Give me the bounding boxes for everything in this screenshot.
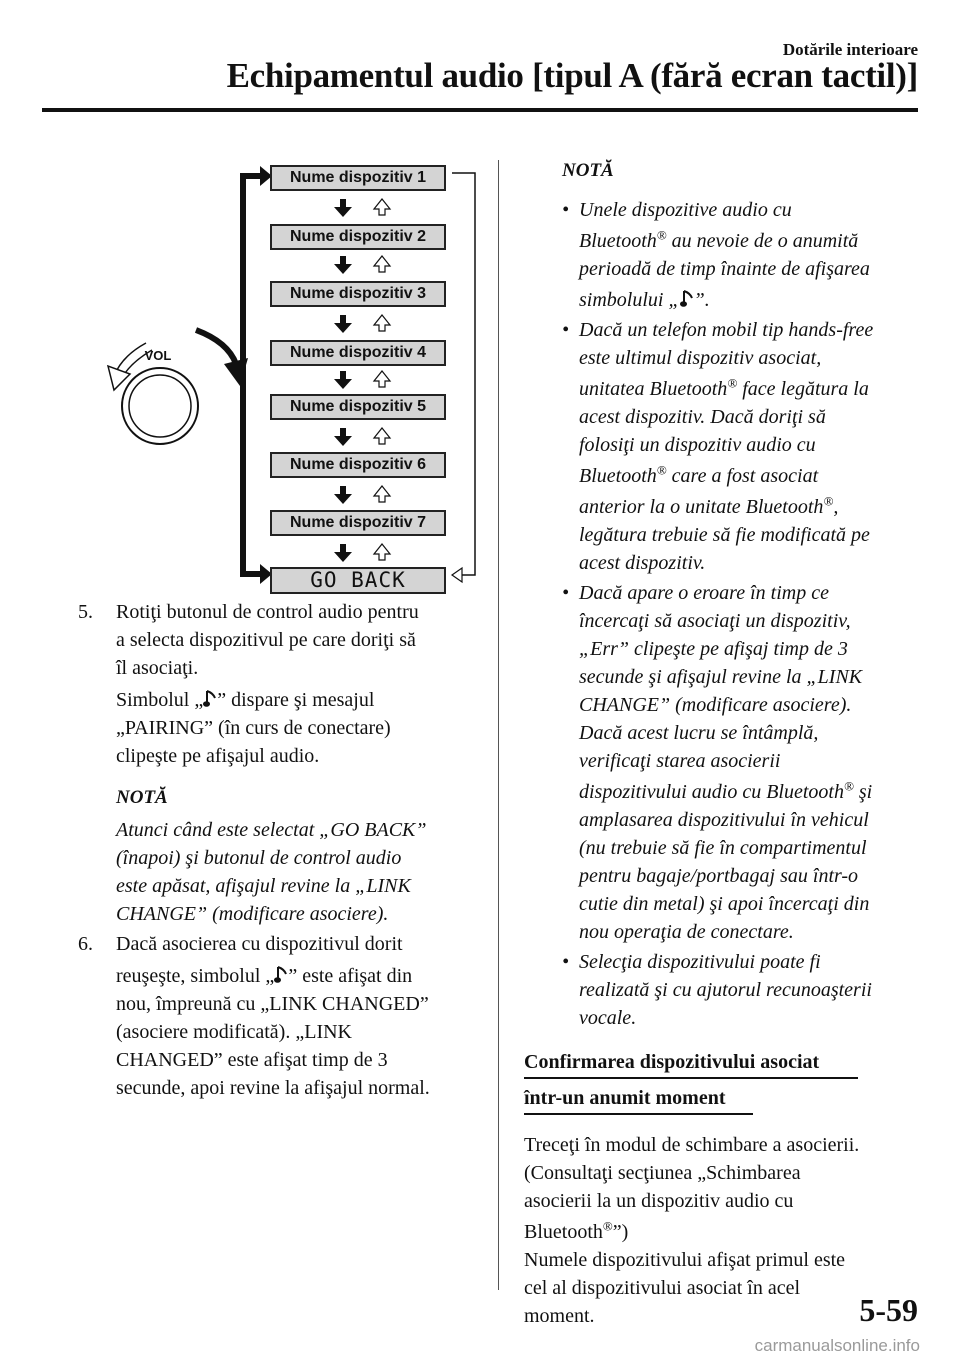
device-name-6: Nume dispozitiv 6 (270, 452, 446, 478)
up-arrow-icon (374, 428, 390, 444)
left-column (78, 598, 488, 1102)
down-arrow-icon (334, 256, 352, 274)
step-5-line-6: clipeşte pe afişajul audio. (116, 745, 320, 767)
down-arrow-icon (334, 199, 352, 217)
down-arrow-icon (334, 544, 352, 562)
step-6-line-1: Dacă asocierea cu dispozitivul dorit (116, 933, 403, 955)
device-selection-diagram (100, 160, 500, 600)
page-title: Echipamentul audio [tipul A (fără ecran tactil)] (226, 56, 918, 95)
note-bullet-3: • Dacă apare o eroare în timp ce încercaţi să asociaţi un dispozitiv, „Err” clipeşte pe afişaj timp de 3 secunde şi afişajul revine la „LINK CHANGE” (modificare asociere). Dacă acest lucru se întâmplă, verificaţi starea asocierii dispozitivului audio cu Bluetooth® şi amplasarea dispozitivului în vehicul (nu trebuie să fie în compartimentul pentru bagaje/portbagaj sau într-o cutie din metal) şi apoi încercaţi din nou operaţia de conectare. (562, 582, 873, 943)
header-rule (42, 108, 918, 112)
go-back-option: GO BACK (270, 567, 446, 594)
step-6-line-6: secunde, apoi revine la afişajul normal. (116, 1077, 430, 1099)
music-note-icon (203, 688, 217, 708)
device-name-5: Nume dispozitiv 5 (270, 394, 446, 420)
subsection-heading-line-1: Confirmarea dispozitivului asociat (524, 1051, 820, 1073)
step-5-line-1: Rotiţi butonul de control audio pentru (116, 601, 419, 623)
up-arrow-icon (374, 544, 390, 560)
note-left-line-3: este apăsat, afişajul revine la „LINK (116, 875, 411, 897)
step-5-number: 5. (78, 601, 93, 623)
note-left-line-1: Atunci când este selectat „GO BACK” (116, 819, 427, 841)
note-bullet-2: • Dacă un telefon mobil tip hands-free este ultimul dispozitiv asociat, unitatea Bluetooth® face legătura la acest dispozitiv. Dacă doriţi să folosiţi un dispozitiv audio cu Bluetooth® care a fost asociat anterior la o unitate Bluetooth®, legătura trebuie să fie modificată pe acest dispozitiv. (562, 319, 874, 574)
step-6-line-4: (asociere modificată). „LINK (116, 1021, 352, 1043)
note-heading-left: NOTĂ (116, 787, 168, 808)
vol-label: VOL (144, 348, 172, 363)
note-bullet-1: • Unele dispozitive audio cu Bluetooth® au nevoie de o anumită perioadă de timp înainte de afişarea simbolului „ ”. (562, 199, 870, 311)
note-heading-right: NOTĂ (562, 160, 614, 181)
device-name-7: Nume dispozitiv 7 (270, 510, 446, 536)
section-title: Dotările interioare (782, 40, 918, 59)
subsection-heading (524, 1048, 924, 1115)
note-bullet-4: • Selecţia dispozitivului poate fi realizată şi cu ajutorul recunoaşterii vocale. (562, 951, 872, 1029)
right-column (524, 160, 924, 1330)
device-name-1: Nume dispozitiv 1 (270, 165, 446, 191)
device-name-3: Nume dispozitiv 3 (270, 281, 446, 307)
music-note-icon (680, 288, 694, 308)
down-arrow-icon (334, 371, 352, 389)
note-left-line-4: CHANGE” (modificare asociere). (116, 903, 389, 925)
subsection-body: Treceţi în modul de schimbare a asocierii. (Consultaţi secţiunea „Schimbarea asocierii la un dispozitiv audio cu Bluetooth®”) Numele dispozitivului afişat primul este cel al dispozitivului asociat în acel moment. (524, 1134, 860, 1327)
down-arrow-icon (334, 315, 352, 333)
device-name-4: Nume dispozitiv 4 (270, 340, 446, 366)
up-arrow-icon (374, 256, 390, 272)
up-arrow-icon (374, 371, 390, 387)
page-number: 5-59 (859, 1292, 918, 1328)
step-5-line-5: „PAIRING” (în curs de conectare) (116, 717, 391, 739)
step-5-line-4: Simbolul „ ” dispare şi mesajul (116, 689, 375, 711)
step-6-number: 6. (78, 933, 93, 955)
step-5-line-3: îl asociaţi. (116, 657, 199, 679)
note-left-line-2: (înapoi) şi butonul de control audio (116, 847, 402, 869)
down-arrow-icon (334, 428, 352, 446)
down-arrow-icon (334, 486, 352, 504)
up-arrow-icon (374, 199, 390, 215)
step-6-line-5: CHANGED” este afişat timp de 3 (116, 1049, 388, 1071)
up-arrow-icon (374, 486, 390, 502)
device-name-2: Nume dispozitiv 2 (270, 224, 446, 250)
subsection-heading-line-2: într-un anumit moment (524, 1087, 726, 1109)
step-6-line-3: nou, împreună cu „LINK CHANGED” (116, 993, 429, 1015)
navigation-arrows (334, 199, 390, 562)
music-note-icon (274, 964, 288, 984)
up-arrow-icon (374, 315, 390, 331)
step-5-line-2: a selecta dispozitivul pe care doriţi să (116, 629, 416, 651)
step-6-line-2: reuşeşte, simbolul „ ” este afişat din (116, 965, 413, 987)
watermark: carmanualsonline.info (754, 1336, 920, 1355)
